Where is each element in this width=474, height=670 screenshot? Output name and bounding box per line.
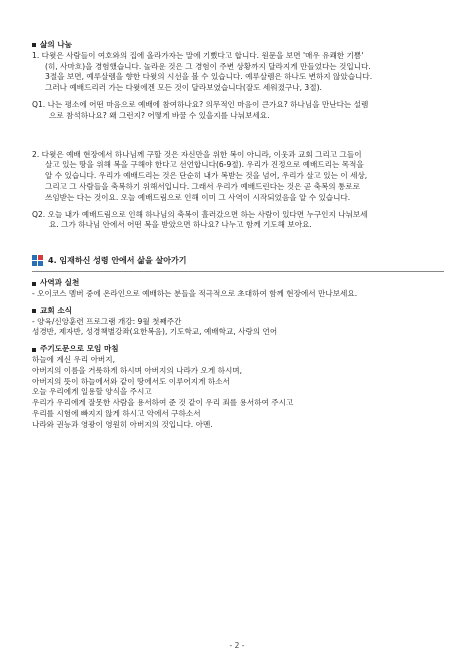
subheading-sharing <box>32 40 444 51</box>
news-line: - 양육/신앙훈련 프로그램 개강: 9월 첫째주간 <box>32 316 182 326</box>
item-2-line: 살고 있는 땅을 위해 복을 구해야 한다고 선언합니다(6-9절). 우리가 진정으로 예배드리는 목적을 <box>45 160 364 170</box>
item-2-line: 알 수 있습니다. 우리가 예배드리는 것은 단순히 내가 복받는 것을 넘어, 우리가 살고 있는 이 세상, <box>45 171 368 181</box>
subheading-label: 주기도문으로 모임 마침 <box>40 344 119 354</box>
section-squares-icon <box>32 255 44 267</box>
section-4-header <box>32 255 444 267</box>
question-2-line: Q2. 오늘 내가 예배드림으로 인해 하나님의 축복이 흘러갔으면 하는 사람이 있다면 누구인지 나눠보세 <box>32 209 368 219</box>
item-1-line: 그러나 예배드리러 가는 다윗에겐 모든 것이 달라보였습니다(잘도 세워졌구나, 3절). <box>45 83 322 93</box>
subheading-label: 삶의 나눔 <box>40 40 72 49</box>
question-1 <box>32 100 444 122</box>
news-line: 성경반, 제자반, 성경책별강좌(요한복음), 기도학교, 예배학교, 사랑의 언어 <box>32 327 278 337</box>
page-number: - 2 - <box>229 641 245 650</box>
subheading-label: 교회 소식 <box>40 305 72 315</box>
prayer-line: 우리가 우리에게 잘못한 사람을 용서하여 준 것 같이 우리 죄를 용서하여 주시고 <box>32 398 294 408</box>
item-2 <box>32 150 444 204</box>
item-1-line: (히, 사마흐)을 경험했습니다. 놀라운 것은 그 경험이 주변 상황까지 달라지게 만들었다는 것입니다. <box>45 61 371 71</box>
subheading-news <box>32 306 444 317</box>
mission-line: - 오이코스 멤버 중에 온라인으로 예배하는 분들을 적극적으로 초대하여 함께 현장에서 만나보세요. <box>32 288 358 298</box>
document-page <box>32 40 444 431</box>
section-divider <box>32 271 444 272</box>
prayer-line: 우리를 시험에 빠지지 않게 하시고 악에서 구하소서 <box>32 408 201 418</box>
item-1 <box>32 51 444 94</box>
prayer-line: 하늘에 계신 우리 아버지, <box>32 354 116 364</box>
prayer-line: 오늘 우리에게 일용할 양식을 주시고 <box>32 387 152 397</box>
section-4-title: 4. 임재하신 성령 안에서 삶을 살아가기 <box>48 255 187 265</box>
subheading-prayer <box>32 344 444 355</box>
subheading-mission <box>32 278 444 289</box>
question-2-line: 요. 그가 하나님 안에서 어떤 복을 받았으면 하나요? 나누고 함께 기도해 보아요. <box>49 220 312 230</box>
prayer-line: 아버지의 뜻이 하늘에서와 같이 땅에서도 이루어지게 하소서 <box>32 376 230 386</box>
question-1-line: 으로 참석하나요? 왜 그런지? 어떻게 바꿀 수 있을지를 나눠보세요. <box>49 110 270 120</box>
bullet-square-icon <box>32 348 36 352</box>
prayer-line: 나라와 권능과 영광이 영원히 아버지의 것입니다. 아멘. <box>32 419 213 429</box>
bullet-square-icon <box>32 309 36 313</box>
question-1-line: Q1. 나는 평소에 어떤 마음으로 예배에 참여하나요? 의무적인 마음이 큰가요? 하나님을 만난다는 설렘 <box>32 99 369 109</box>
item-2-line: 쓰임받는 다는 것이요. 오늘 예배드림으로 인해 이미 그 사역이 시작되었음을 알 수 있습니다. <box>45 192 351 202</box>
question-2 <box>32 210 444 232</box>
item-1-line: 1. 다윗은 사람들이 여호와의 집에 올라가자는 말에 기뻤다고 합니다. 원문을 보면 '매우 유쾌한 기쁨' <box>32 50 364 60</box>
subheading-label: 사역과 실천 <box>40 278 80 288</box>
item-1-line: 3절을 보면, 예루살렘을 향한 다윗의 시선을 볼 수 있습니다. 예루살렘은 하나도 변하지 않았습니다. <box>45 72 373 82</box>
item-2-line: 2. 다윗은 예배 현장에서 하나님께 구할 것은 자신만을 위한 복이 아니라, 이웃과 교회 그리고 그들이 <box>32 149 362 159</box>
bullet-square-icon <box>32 282 36 286</box>
item-2-line: 그리고 그 사람들을 축복하기 위해서입니다. 그래서 우리가 예배드린다는 것은 곧 축복의 통로로 <box>45 181 361 191</box>
bullet-square-icon <box>32 43 36 47</box>
prayer-line: 아버지의 이름을 거룩하게 하시며 아버지의 나라가 오게 하시며, <box>32 365 243 375</box>
